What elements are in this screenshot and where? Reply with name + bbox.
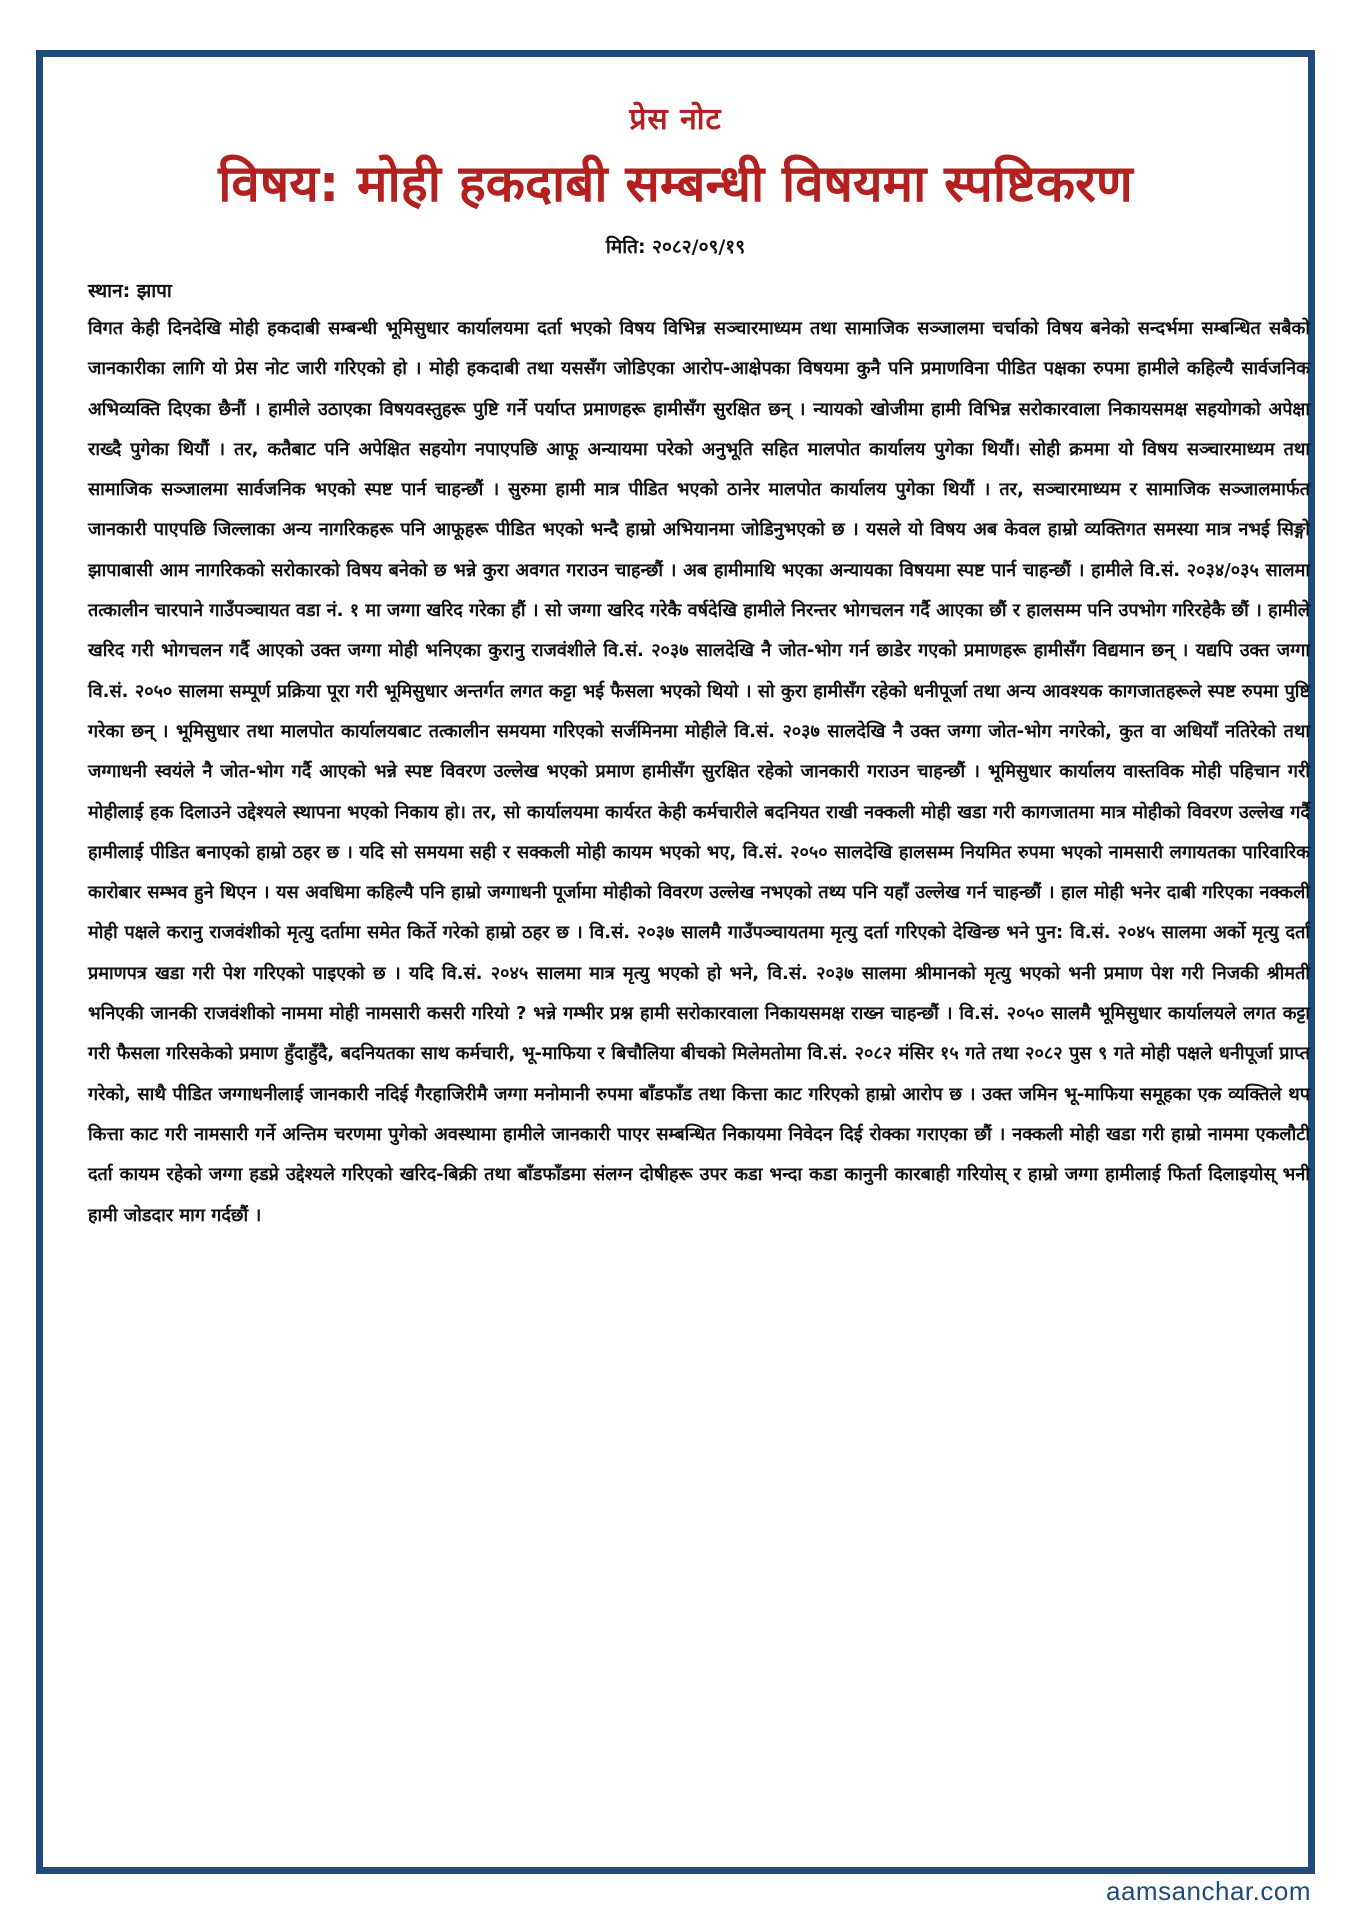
- site-watermark: aamsanchar.com: [1106, 1876, 1311, 1906]
- press-note-label: प्रेस नोट: [629, 102, 722, 137]
- body-paragraph: विगत केही दिनदेखि मोही हकदाबी सम्बन्धी भूमिसुधार कार्यालयमा दर्ता भएको विषय विभिन्न सञ्चारमाध्यम तथा सामाजिक सञ्जालमा चर्चाको विषय बनेको सन्दर्भमा सम्बन्धित सबैको जानकारीका लागि यो प्रेस नोट जारी गरिएको हो । मोही हकदाबी तथा यससँग जोडिएका आरोप-आक्षेपका विषयमा कुनै पनि प्रमाणविना पीडित पक्षका रुपमा हामीले कहिल्यै सार्वजनिक अभिव्यक्ति दिएका छैनौं । हामीले उठाएका विषयवस्तुहरू पुष्टि गर्ने पर्याप्त प्रमाणहरू हामीसँग सुरक्षित छन् । न्यायको खोजीमा हामी विभिन्न सरोकारवाला निकायसमक्ष सहयोगको अपेक्षा राख्दै पुगेका थियौं । तर, कतैबाट पनि अपेक्षित सहयोग नपाएपछि आफू अन्यायमा परेको अनुभूति सहित मालपोत कार्यालय पुगेका थियौं। सोही क्रममा यो विषय सञ्चारमाध्यम तथा सामाजिक सञ्जालमा सार्वजनिक भएको स्पष्ट पार्न चाहन्छौं । सुरुमा हामी मात्र पीडित भएको ठानेर मालपोत कार्यालय पुगेका थियौं । तर, सञ्चारमाध्यम र सामाजिक सञ्जालमार्फत जानकारी पाएपछि जिल्लाका अन्य नागरिकहरू पनि आफूहरू पीडित भएको भन्दै हाम्रो अभियानमा जोडिनुभएको छ । यसले यो विषय अब केवल हाम्रो व्यक्तिगत समस्या मात्र नभई सिङ्गो झापाबासी आम नागरिकको सरोकारको विषय बनेको छ भन्ने कुरा अवगत गराउन चाहन्छौं । अब हामीमाथि भएका अन्यायका विषयमा स्पष्ट पार्न चाहन्छौं । हामीले वि.सं. २०३४/०३५ सालमा तत्कालीन चारपाने गाउँपञ्चायत वडा नं. १ मा जग्गा खरिद गरेका हौं । सो जग्गा खरिद गरेकै वर्षदेखि हामीले निरन्तर भोगचलन गर्दै आएका छौं र हालसम्म पनि उपभोग गरिरहेकै छौं । हामीले खरिद गरी भोगचलन गर्दै आएको उक्त जग्गा मोही भनिएका कुरानु राजवंशीले वि.सं. २०३७ सालदेखि नै जोत-भोग गर्न छाडेर गएको प्रमाणहरू हामीसँग विद्यमान छन् । यद्यपि उक्त जग्गा वि.सं. २०५० सालमा सम्पूर्ण प्रक्रिया पूरा गरी भूमिसुधार अन्तर्गत लगत कट्टा भई फैसला भएको थियो । सो कुरा हामीसँग रहेको धनीपूर्जा तथा अन्य आवश्यक कागजातहरूले स्पष्ट रुपमा पुष्टि गरेका छन् । भूमिसुधार तथा मालपोत कार्यालयबाट तत्कालीन समयमा गरिएको सर्जमिनमा मोहीले वि.सं. २०३७ सालदेखि नै उक्त जग्गा जोत-भोग नगरेको, कुत वा अधियाँ नतिरेको तथा जग्गाधनी स्वयंले नै जोत-भोग गर्दै आएको भन्ने स्पष्ट विवरण उल्लेख भएको प्रमाण हामीसँग सुरक्षित रहेको जानकारी गराउन चाहन्छौं । भूमिसुधार कार्यालय वास्तविक मोही पहिचान गरी मोहीलाई हक दिलाउने उद्देश्यले स्थापना भएको निकाय हो। तर, सो कार्यालयमा कार्यरत केही कर्मचारीले बदनियत राखी नक्कली मोही खडा गरी कागजातमा मात्र मोहीको विवरण उल्लेख गर्दै हामीलाई पीडित बनाएको हाम्रो ठहर छ । यदि सो समयमा सही र सक्कली मोही कायम भएको भए, वि.सं. २०५० सालदेखि हालसम्म नियमित रुपमा भएको नामसारी लगायतका पारिवारिक कारोबार सम्भव हुने थिएन । यस अवधिमा कहिल्यै पनि हाम्रो जग्गाधनी पूर्जामा मोहीको विवरण उल्लेख नभएको तथ्य पनि यहाँ उल्लेख गर्न चाहन्छौं । हाल मोही भनेर दाबी गरिएका नक्कली मोही पक्षले करानु राजवंशीको मृत्यु दर्तामा समेत किर्ते गरेको हाम्रो ठहर छ । वि.सं. २०३७ सालमै गाउँपञ्चायतमा मृत्यु दर्ता गरिएको देखिन्छ भने पुन: वि.सं. २०४५ सालमा अर्को मृत्यु दर्ता प्रमाणपत्र खडा गरी पेश गरिएको पाइएको छ । यदि वि.सं. २०४५ सालमा मात्र मृत्यु भएको हो भने, वि.सं. २०३७ सालमा श्रीमानको मृत्यु भएको भनी प्रमाण पेश गरी निजकी श्रीमती भनिएकी जानकी राजवंशीको नाममा मोही नामसारी कसरी गरियो ? भन्ने गम्भीर प्रश्न हामी सरोकारवाला निकायसमक्ष राख्न चाहन्छौं । वि.सं. २०५० सालमै भूमिसुधार कार्यालयले लगत कट्टा गरी फैसला गरिसकेको प्रमाण हुँदाहुँदै, बदनियतका साथ कर्मचारी, भू-माफिया र बिचौलिया बीचको मिलेमतोमा वि.सं. २०८२ मंसिर १५ गते तथा २०८२ पुस ९ गते मोही पक्षले धनीपूर्जा प्राप्त गरेको, साथै पीडित जग्गाधनीलाई जानकारी नदिई गैरहाजिरीमै जग्गा मनोमानी रुपमा बाँडफाँड तथा कित्ता काट गरिएको हाम्रो आरोप छ । उक्त जमिन भू-माफिया समूहका एक व्यक्तिले थप कित्ता काट गरी नामसारी गर्ने अन्तिम चरणमा पुगेको अवस्थामा हामीले जानकारी पाएर सम्बन्धित निकायमा निवेदन दिई रोक्का गराएका छौं । नक्कली मोही खडा गरी हाम्रो नाममा एकलौटी दर्ता कायम रहेको जग्गा हडप्ने उद्देश्यले गरिएको खरिद-बिक्री तथा बाँडफाँडमा संलग्न दोषीहरू उपर कडा भन्दा कडा कानुनी कारबाही गरियोस् र हाम्रो जग्गा हामीलाई फिर्ता दिलाइयोस् भनी हामी जोडदार माग गर्दछौं ।: [88, 318, 1310, 1226]
- document-frame: [36, 50, 1315, 1874]
- date-line: मिति: २०८२/०९/१९: [605, 236, 746, 258]
- subject-heading: विषय: मोही हकदाबी सम्बन्धी विषयमा स्पष्टिकरण: [218, 155, 1133, 214]
- place-line: स्थान: झापा: [88, 280, 172, 302]
